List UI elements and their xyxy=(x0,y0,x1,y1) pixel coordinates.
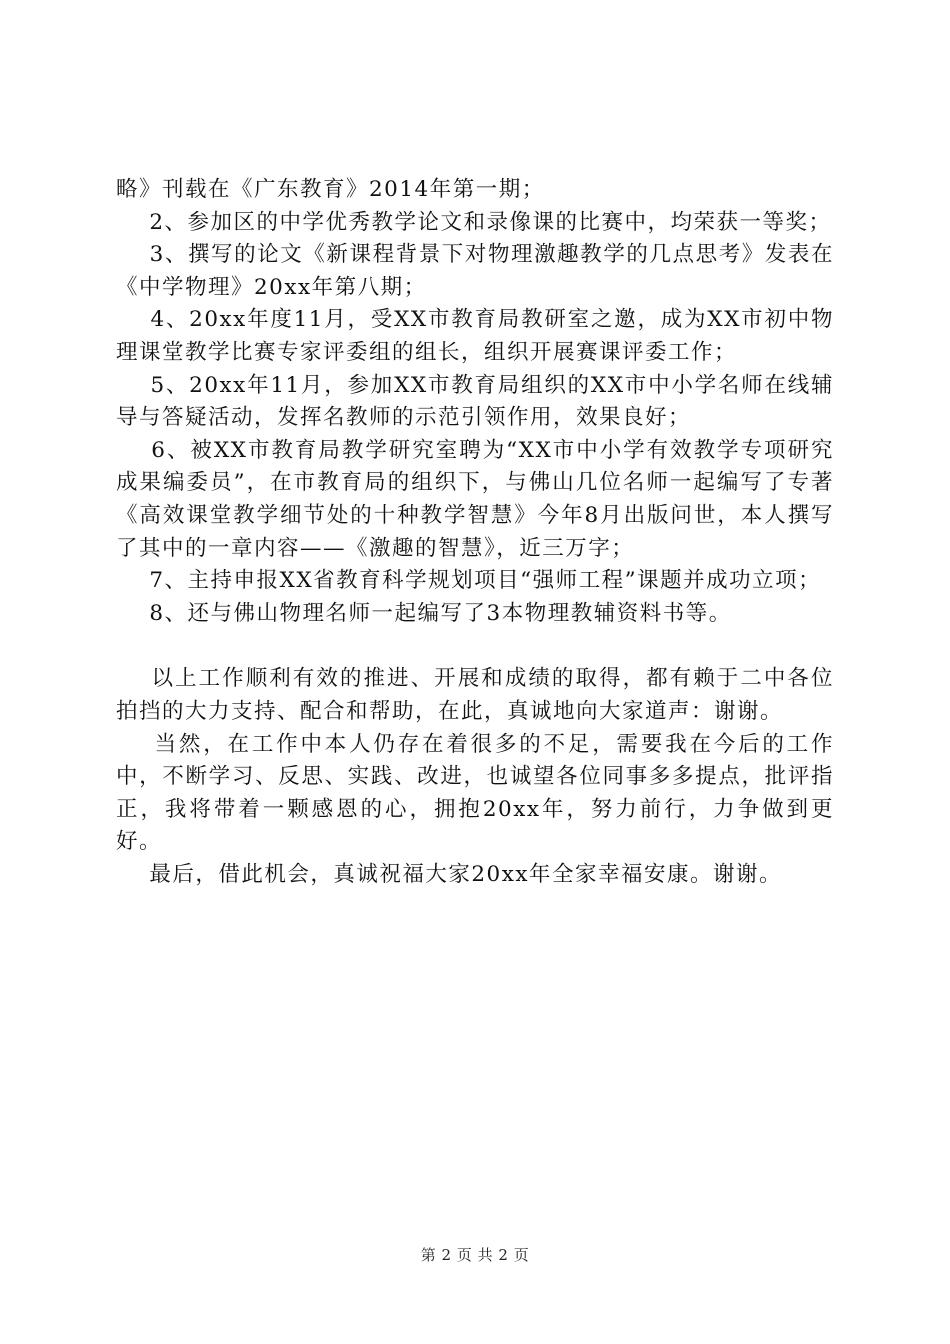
list-item-4: 4、20xx年度11月，受XX市教育局教研室之邀，成为XX市初中物理课堂教学比赛专家评委组的组长，组织开展赛课评委工作； xyxy=(116,307,835,365)
document-body xyxy=(116,174,834,891)
self-reflection-paragraph: 当然，在工作中本人仍存在着很多的不足，需要我在今后的工作中，不断学习、反思、实践、改进，也诚望各位同事多多提点，批评指正，我将带着一颗感恩的心，拥抱20xx年，努力前行，力争做到更好。 xyxy=(116,731,834,855)
list-item-5: 5、20xx年11月，参加XX市教育局组织的XX市中小学名师在线辅导与答疑活动，发挥名教师的示范引领作用，效果良好； xyxy=(116,372,835,431)
list-item-8: 8、还与佛山物理名师一起编写了3本物理教辅资料书等。 xyxy=(116,600,732,626)
list-item-2: 2、参加区的中学优秀教学论文和录像课的比赛中，均荣获一等奖； xyxy=(116,209,832,235)
closing-paragraph: 最后，借此机会，真诚祝福大家20xx年全家幸福安康。谢谢。 xyxy=(116,861,782,887)
page-footer: 第 2 页 共 2 页 xyxy=(420,1246,530,1264)
thanks-paragraph: 以上工作顺利有效的推进、开展和成绩的取得，都有赖于二中各位拍挡的大力支持、配合和帮助，在此，真诚地向大家道声：谢谢。 xyxy=(116,666,834,724)
list-item-6: 6、被XX市教育局教学研究室聘为“XX市中小学有效教学专项研究成果编委员”，在市教育局的组织下，与佛山几位名师一起编写了专著《高效课堂教学细节处的十种教学智慧》今年8月出版问世，本人撰写了其中的一章内容——《激趣的智慧》，近三万字； xyxy=(116,437,834,561)
paragraph-spacer xyxy=(116,630,834,663)
list-item-7: 7、主持申报XX省教育科学规划项目“强师工程”课题并成功立项； xyxy=(116,568,822,594)
paragraph-continuation: 略》刊载在《广东教育》2014年第一期； xyxy=(116,177,545,202)
list-item-3: 3、撰写的论文《新课程背景下对物理激趣教学的几点思考》发表在《中学物理》20xx年第八期； xyxy=(116,242,834,300)
